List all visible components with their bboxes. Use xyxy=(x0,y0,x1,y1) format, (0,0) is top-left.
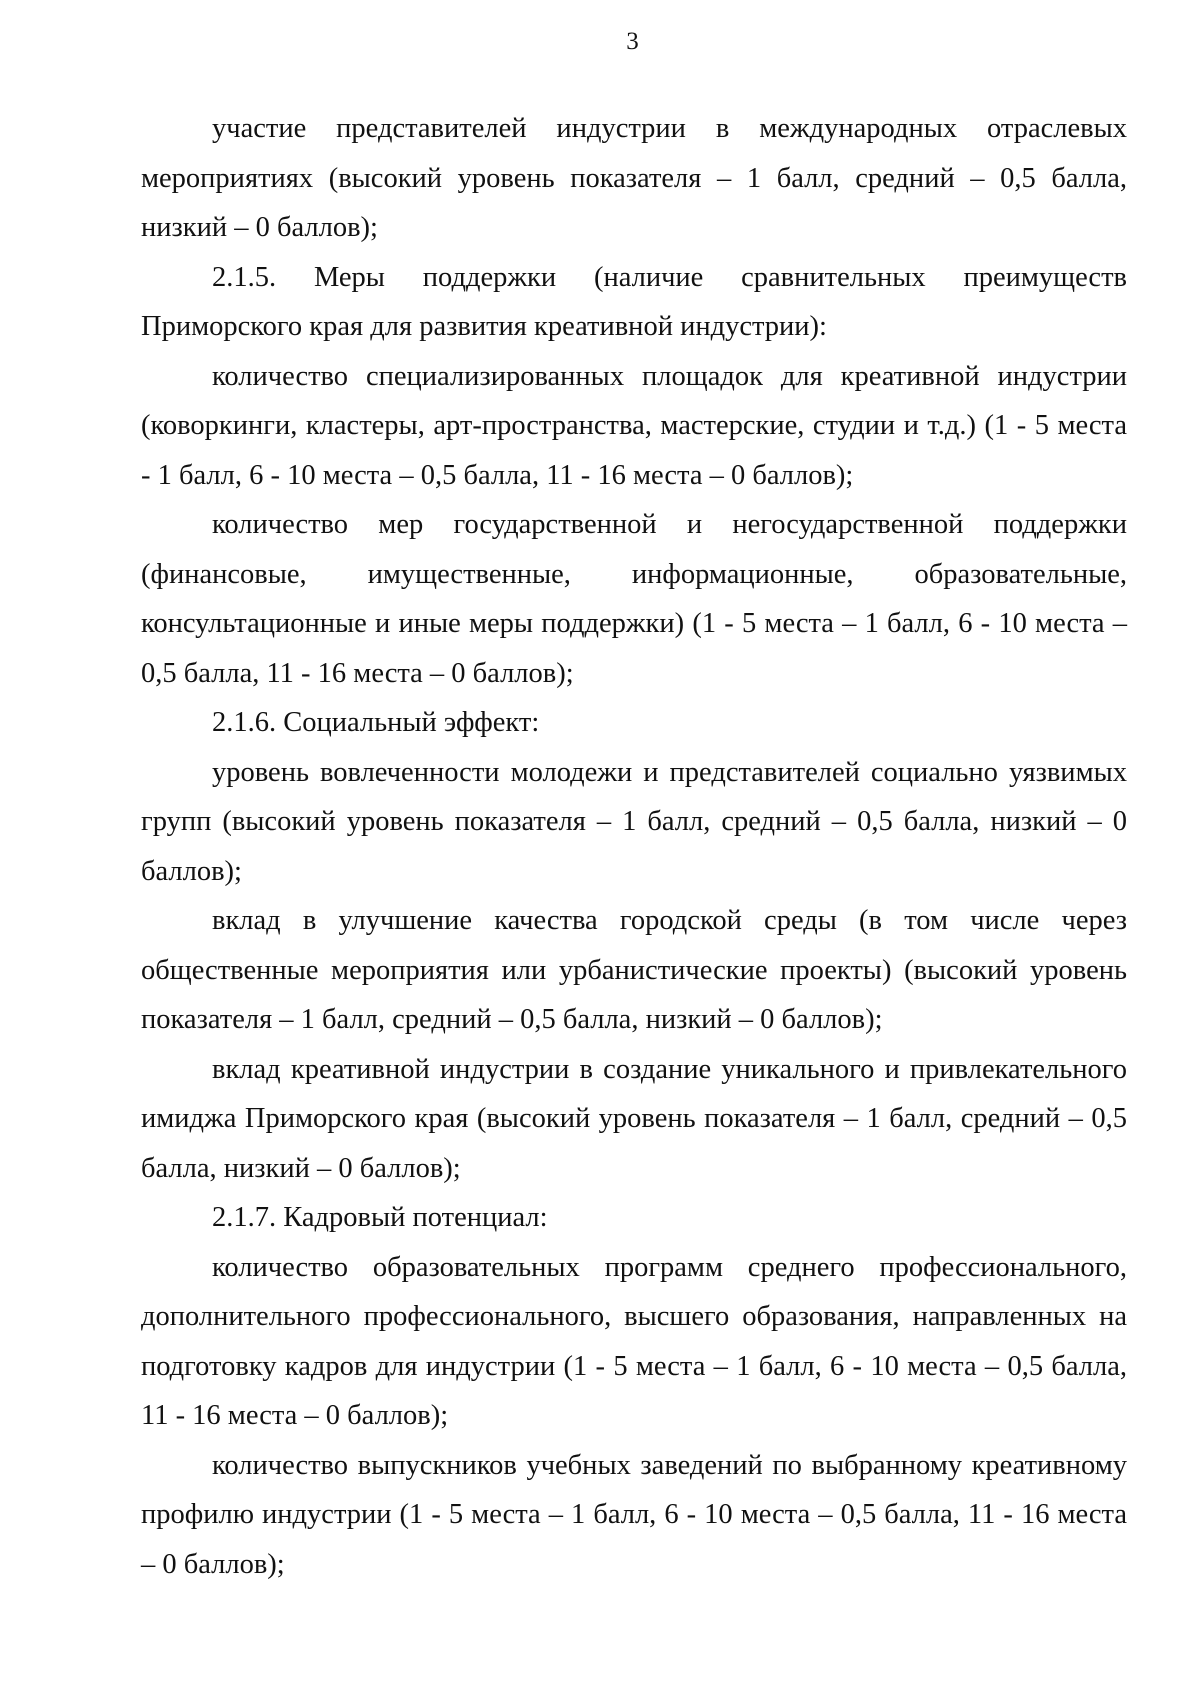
paragraph: 2.1.7. Кадровый потенциал: xyxy=(212,1202,548,1233)
paragraph: количество специализированных площадок для креативной индустрии (коворкинги, кластеры, арт-пространства, мастерские, студии и т.д.) (1 - 5 места - 1 балл, 6 - 10 места – 0,5 балла, 11 - 16 места – 0 баллов); xyxy=(141,360,1127,491)
page-number: 3 xyxy=(626,28,639,55)
paragraph: вклад в улучшение качества городской среды (в том числе через общественные мероприятия или урбанистические проекты) (высокий уровень показателя – 1 балл, средний – 0,5 балла, низкий – 0 баллов); xyxy=(141,905,1127,1035)
paragraph: количество образовательных программ среднего профессионального, дополнительного профессионального, высшего образования, направленных на подготовку кадров для индустрии (1 - 5 места – 1 балл, 6 - 10 места – 0,5 балла, 11 - 16 места – 0 баллов); xyxy=(141,1251,1127,1431)
paragraph: вклад креативной индустрии в создание уникального и привлекательного имиджа Приморского края (высокий уровень показателя – 1 балл, средний – 0,5 балла, низкий – 0 баллов); xyxy=(141,1053,1127,1184)
paragraph: участие представителей индустрии в международных отраслевых мероприятиях (высокий уровень показателя – 1 балл, средний – 0,5 балла, низкий – 0 баллов); xyxy=(141,113,1127,243)
paragraph: 2.1.6. Социальный эффект: xyxy=(212,707,540,738)
paragraph: уровень вовлеченности молодежи и представителей социально уязвимых групп (высокий уровень показателя – 1 балл, средний – 0,5 балла, низкий – 0 баллов); xyxy=(141,756,1127,887)
document-body xyxy=(141,104,1127,1589)
paragraph: количество мер государственной и негосударственной поддержки (финансовые, имущественные, информационные, образовательные, консультационные и иные меры поддержки) (1 - 5 места – 1 балл, 6 - 10 места – 0,5 балла, 11 - 16 места – 0 баллов); xyxy=(141,509,1127,689)
paragraph: 2.1.5. Меры поддержки (наличие сравнительных преимуществ Приморского края для развития креативной индустрии): xyxy=(141,261,1127,342)
paragraph: количество выпускников учебных заведений по выбранному креативному профилю индустрии (1 - 5 места – 1 балл, 6 - 10 места – 0,5 балла, 11 - 16 места – 0 баллов); xyxy=(141,1449,1127,1580)
